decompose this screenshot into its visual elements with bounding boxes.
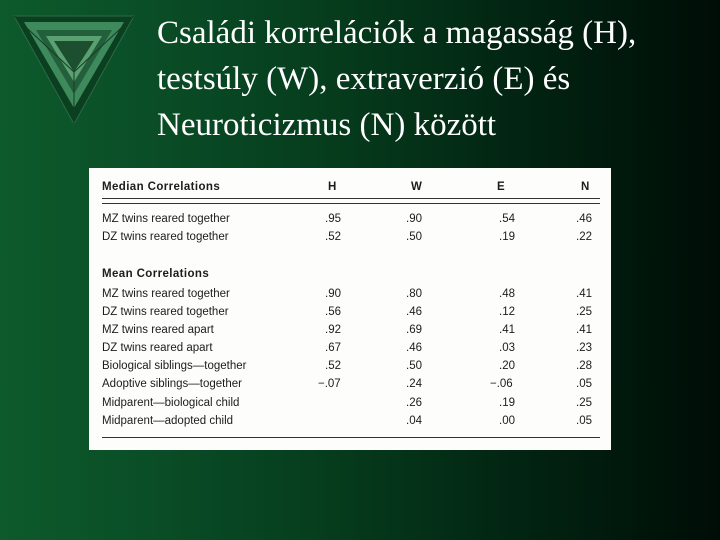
value-w: .04 xyxy=(406,415,422,427)
column-header-e: E xyxy=(497,181,505,193)
value-e: .54 xyxy=(499,213,515,225)
value-h: .92 xyxy=(325,324,341,336)
value-w: .80 xyxy=(406,288,422,300)
value-n: .05 xyxy=(576,378,592,390)
value-n: .25 xyxy=(576,397,592,409)
table-row xyxy=(89,378,611,396)
table-row xyxy=(89,360,611,378)
value-n: .25 xyxy=(576,306,592,318)
value-e: .19 xyxy=(499,397,515,409)
row-label: MZ twins reared together xyxy=(102,213,230,225)
value-n: .23 xyxy=(576,342,592,354)
column-header-n: N xyxy=(581,181,590,193)
table-row xyxy=(89,324,611,342)
value-h: .90 xyxy=(325,288,341,300)
table-row xyxy=(89,415,611,433)
value-n: .05 xyxy=(576,415,592,427)
column-header-h: H xyxy=(328,181,337,193)
header-rule xyxy=(102,198,600,199)
value-n: .46 xyxy=(576,213,592,225)
value-e: −.06 xyxy=(490,378,513,390)
value-w: .46 xyxy=(406,306,422,318)
value-e: .12 xyxy=(499,306,515,318)
value-n: .22 xyxy=(576,231,592,243)
row-label: Midparent—adopted child xyxy=(102,415,234,427)
table-row xyxy=(89,288,611,306)
row-label: Midparent—biological child xyxy=(102,397,240,409)
table-row xyxy=(89,213,611,231)
value-e: .19 xyxy=(499,231,515,243)
value-e: .48 xyxy=(499,288,515,300)
value-w: .69 xyxy=(406,324,422,336)
value-h: .56 xyxy=(325,306,341,318)
value-n: .28 xyxy=(576,360,592,372)
value-e: .00 xyxy=(499,415,515,427)
value-h: −.07 xyxy=(318,378,341,390)
value-w: .46 xyxy=(406,342,422,354)
table-row xyxy=(89,231,611,249)
value-h: .52 xyxy=(325,231,341,243)
row-label: Adoptive siblings—together xyxy=(102,378,242,390)
column-header-w: W xyxy=(411,181,422,193)
value-w: .24 xyxy=(406,378,422,390)
correlation-table xyxy=(89,168,611,450)
row-label: MZ twins reared together xyxy=(102,288,230,300)
row-label: Biological siblings—together xyxy=(102,360,247,372)
value-w: .50 xyxy=(406,360,422,372)
table-row xyxy=(89,342,611,360)
value-e: .03 xyxy=(499,342,515,354)
value-w: .26 xyxy=(406,397,422,409)
table-header-row xyxy=(89,168,611,208)
value-h: .95 xyxy=(325,213,341,225)
table-row xyxy=(89,306,611,324)
value-w: .90 xyxy=(406,213,422,225)
value-e: .20 xyxy=(499,360,515,372)
header-rule xyxy=(102,203,600,204)
value-e: .41 xyxy=(499,324,515,336)
section-label: Mean Correlations xyxy=(102,268,210,280)
faceted-triangle-logo-icon xyxy=(10,8,138,128)
bottom-rule xyxy=(102,437,600,438)
value-n: .41 xyxy=(576,324,592,336)
row-label: MZ twins reared apart xyxy=(102,324,214,336)
value-w: .50 xyxy=(406,231,422,243)
table-row xyxy=(89,397,611,415)
value-h: .67 xyxy=(325,342,341,354)
section-label: Median Correlations xyxy=(102,181,221,193)
value-h: .52 xyxy=(325,360,341,372)
row-label: DZ twins reared together xyxy=(102,231,229,243)
row-label: DZ twins reared together xyxy=(102,306,229,318)
value-n: .41 xyxy=(576,288,592,300)
row-label: DZ twins reared apart xyxy=(102,342,213,354)
slide-title: Családi korrelációk a magasság (H), testsúly (W), extraverzió (E) és Neuroticizmus (N) között xyxy=(157,15,637,143)
